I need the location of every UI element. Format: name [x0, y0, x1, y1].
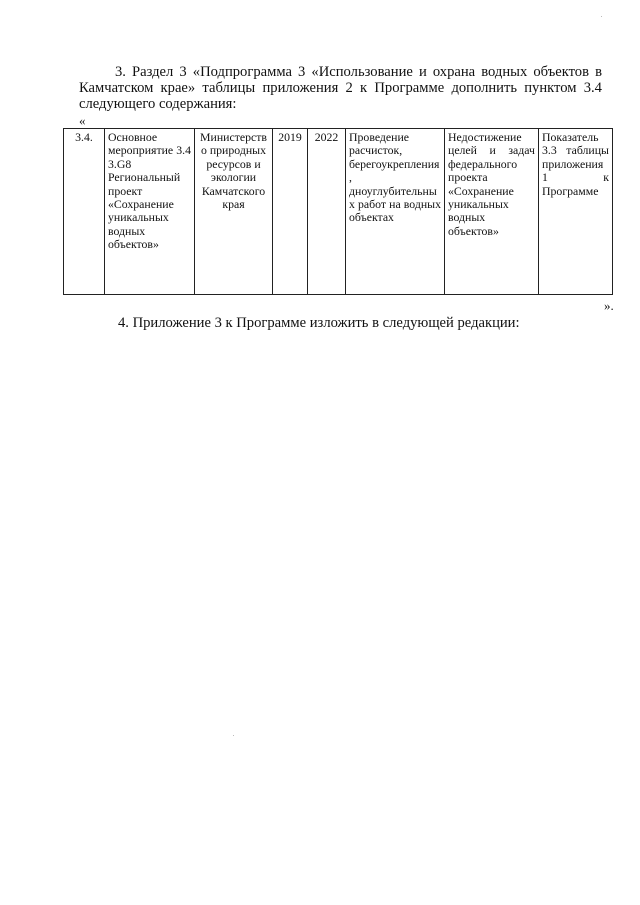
section-3-paragraph: [79, 64, 602, 112]
opening-quote-mark: «: [79, 113, 86, 128]
scan-speck: [233, 735, 234, 736]
section-3-line-1: 3. Раздел 3 «Подпрограмма 3 «Использование и охрана водных объектов: [115, 64, 589, 80]
cell-measure-name: Основное мероприятие 3.4 3.G8 Региональный проект «Сохранение уникальных водных объектов»: [105, 129, 195, 295]
section-3-line-2: в Камчатском крае» таблицы приложения 2 к Программе дополнить пунктом: [79, 64, 602, 96]
cell-responsible-executor: Министерство природных ресурсов и экологии Камчатского края: [195, 129, 273, 295]
cell-consequences: Недостижение целей и задач федерального проекта «Сохранение уникальных водных объектов»: [445, 129, 539, 295]
cell-item-number: 3.4.: [64, 129, 105, 295]
scan-speck: [601, 16, 602, 17]
section-4-paragraph: 4. Приложение 3 к Программе изложить в следующей редакции:: [118, 315, 520, 331]
cell-end-year: 2022: [308, 129, 346, 295]
table-row: [64, 129, 613, 295]
closing-quote-mark: ».: [604, 298, 614, 313]
cell-start-year: 2019: [273, 129, 308, 295]
amendment-table: [63, 128, 613, 295]
cell-indicator-link: Показатель 3.3 таблицы приложения 1 к Программе: [539, 129, 613, 295]
cell-main-actions: Проведение расчисток, берегоукрепления, дноуглубительных работ на водных объектах: [346, 129, 445, 295]
section-3-line-3: 3.4 следующего содержания:: [79, 80, 602, 112]
